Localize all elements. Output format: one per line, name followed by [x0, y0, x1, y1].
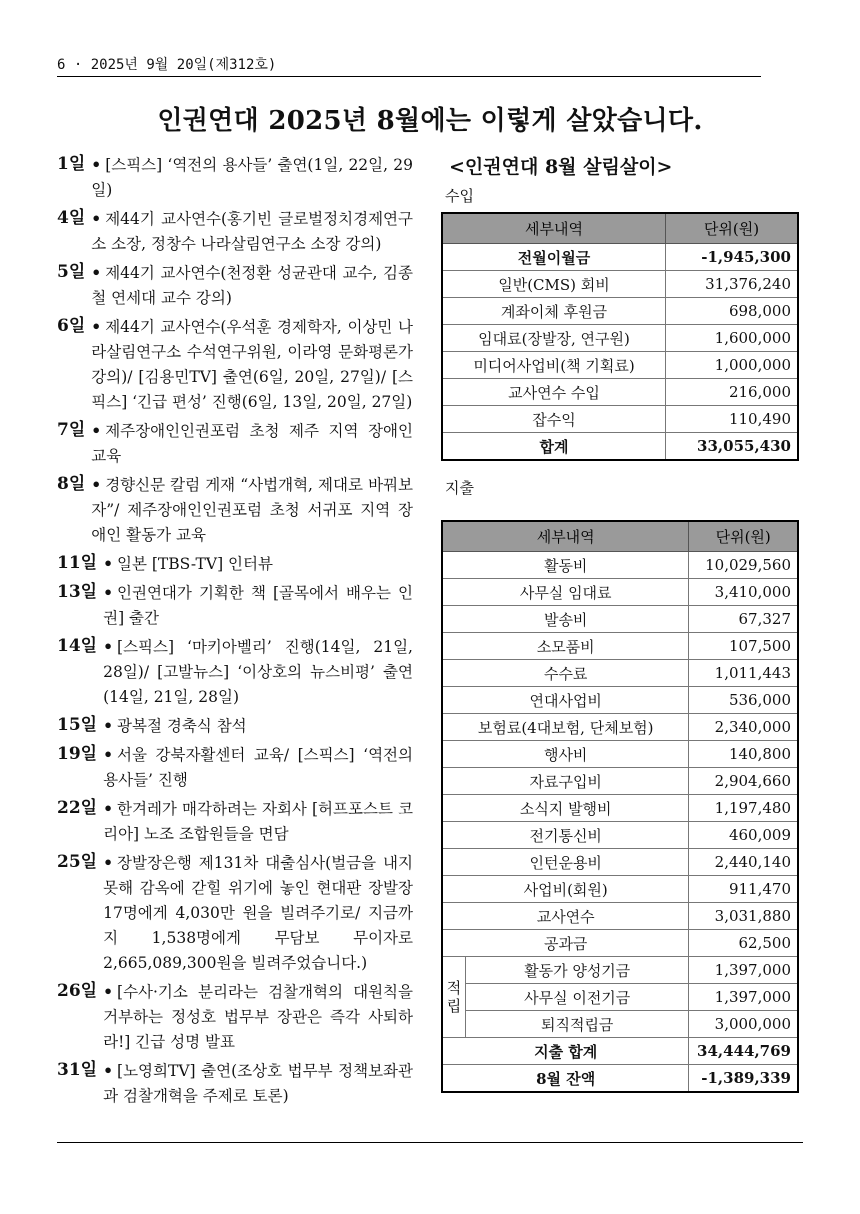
diary-text	[91, 260, 413, 311]
income-value: 33,055,430	[666, 433, 799, 461]
reserve-item: 사무실 이전기금	[466, 984, 689, 1011]
income-label: 수입	[445, 187, 474, 205]
diary-day: 6일	[57, 316, 86, 336]
expense-item: 공과금	[442, 930, 689, 957]
expense-item: 활동비	[442, 552, 689, 579]
expense-value: 1,197,480	[689, 795, 798, 822]
expense-row	[442, 795, 798, 822]
expense-total-label: 지출 합계	[442, 1038, 689, 1065]
expense-item: 자료구입비	[442, 768, 689, 795]
expense-value: 1,011,443	[689, 660, 798, 687]
diary-entry	[57, 260, 413, 311]
diary-day: 26일	[57, 981, 98, 1001]
diary-entry	[57, 713, 413, 739]
diary-entry	[57, 979, 413, 1055]
income-value: 31,376,240	[666, 271, 799, 298]
expense-row	[442, 849, 798, 876]
expense-item: 발송비	[442, 606, 689, 633]
income-row	[442, 379, 798, 406]
diary-day: 11일	[57, 553, 98, 573]
income-row	[442, 325, 798, 352]
expense-value: 62,500	[689, 930, 798, 957]
diary-text-content: [스픽스] ‘마키아벨리’ 진행(14일, 21일, 28일)/ [고발뉴스] ‘이상호의 뉴스비평’ 출연(14일, 21일, 28일)	[103, 638, 413, 706]
diary-text	[91, 152, 413, 203]
reserve-value: 1,397,000	[689, 984, 798, 1011]
income-value: 1,600,000	[666, 325, 799, 352]
expense-head-unit: 단위(원)	[689, 521, 798, 552]
bullet-icon: •	[91, 475, 102, 494]
diary-text-content: 장발장은행 제131차 대출심사(벌금을 내지 못해 감옥에 갇힐 위기에 놓인 현대판 장발장 17명에게 4,030만 원을 빌려주기로/ 지금까지 1,538명에게 무담보 무이자로 2,665,089,300원을 빌려주었습니다.)	[103, 854, 413, 972]
income-item: 일반(CMS) 회비	[442, 271, 666, 298]
bullet-icon: •	[103, 637, 114, 656]
reserve-value: 3,000,000	[689, 1011, 798, 1038]
income-value: -1,945,300	[666, 244, 799, 271]
income-item: 임대료(장발장, 연구원)	[442, 325, 666, 352]
expense-item: 수수료	[442, 660, 689, 687]
diary-text-content: 제44기 교사연수(우석훈 경제학자, 이상민 나라살림연구소 수석연구위원, 이라영 문화평론가 강의)/ [김용민TV] 출연(6일, 20일, 27일)/ [스픽스] ‘긴급 편성’ 진행(6일, 13일, 20일, 27일)	[91, 318, 413, 411]
diary-text	[103, 850, 413, 976]
reserve-row	[442, 957, 798, 984]
reserve-item: 퇴직적립금	[466, 1011, 689, 1038]
income-value: 110,490	[666, 406, 799, 433]
diary-text	[91, 206, 413, 257]
diary-text	[103, 634, 413, 710]
expense-value: 536,000	[689, 687, 798, 714]
diary-day: 13일	[57, 582, 98, 602]
expense-value: 911,470	[689, 876, 798, 903]
diary-text-content: 일본 [TBS-TV] 인터뷰	[117, 555, 273, 573]
diary-day: 15일	[57, 715, 98, 735]
diary-day: 5일	[57, 262, 86, 282]
diary-text-content: 서울 강북자활센터 교육/ [스픽스] ‘역전의 용사들’ 진행	[103, 746, 413, 789]
expense-value: 2,440,140	[689, 849, 798, 876]
expense-row	[442, 714, 798, 741]
expense-item: 교사연수	[442, 903, 689, 930]
diary-text-content: 인권연대가 기획한 책 [골목에서 배우는 인권] 출간	[103, 584, 413, 627]
expense-table	[441, 520, 799, 1093]
diary-text-content: 한겨레가 매각하려는 자회사 [허프포스트 코리아] 노조 조합원들을 면담	[103, 800, 413, 843]
diary-text	[91, 314, 413, 415]
diary-day: 1일	[57, 154, 86, 174]
diary-text	[91, 418, 413, 469]
income-row	[442, 433, 798, 461]
diary-day: 22일	[57, 798, 98, 818]
expense-value: 67,327	[689, 606, 798, 633]
expense-row	[442, 633, 798, 660]
diary-entry	[57, 314, 413, 415]
diary-entry	[57, 634, 413, 710]
diary-text	[91, 472, 413, 548]
expense-item: 사업비(회원)	[442, 876, 689, 903]
reserve-label-text: 적립	[446, 979, 462, 1015]
diary-text-content: 경향신문 칼럼 게재 “사법개혁, 제대로 바꿔보자”/ 제주장애인인권포럼 초청 서귀포 지역 장애인 활동가 교육	[91, 476, 413, 544]
diary-entry	[57, 206, 413, 257]
expense-row	[442, 552, 798, 579]
page-title: 인권연대 2025년 8월에는 이렇게 살았습니다.	[157, 106, 703, 136]
expense-value: 2,340,000	[689, 714, 798, 741]
income-row	[442, 352, 798, 379]
diary-text-content: [수사·기소 분리라는 검찰개혁의 대원칙을 거부하는 정성호 법무부 장관은 즉각 사퇴하라!] 긴급 성명 발표	[103, 983, 413, 1051]
expense-row	[442, 822, 798, 849]
reserve-label	[442, 957, 466, 1038]
diary-entry	[57, 580, 413, 631]
expense-value: 3,410,000	[689, 579, 798, 606]
expense-item: 보험료(4대보험, 단체보험)	[442, 714, 689, 741]
income-head-unit: 단위(원)	[666, 213, 799, 244]
reserve-value: 1,397,000	[689, 957, 798, 984]
income-row	[442, 271, 798, 298]
expense-row	[442, 660, 798, 687]
expense-row	[442, 903, 798, 930]
expense-row	[442, 768, 798, 795]
income-item: 교사연수 수입	[442, 379, 666, 406]
diary-entry	[57, 551, 413, 577]
monthly-diary	[57, 152, 413, 1112]
expense-label: 지출	[445, 479, 474, 497]
diary-text	[103, 713, 413, 739]
reserve-item: 활동가 양성기금	[466, 957, 689, 984]
diary-entry	[57, 796, 413, 847]
diary-day: 4일	[57, 208, 86, 228]
income-item: 미디어사업비(책 기획료)	[442, 352, 666, 379]
bullet-icon: •	[91, 155, 102, 174]
expense-value: 107,500	[689, 633, 798, 660]
balance-label: 8월 잔액	[442, 1065, 689, 1093]
expense-row	[442, 687, 798, 714]
expense-row	[442, 606, 798, 633]
bullet-icon: •	[103, 1061, 114, 1080]
expense-total-row	[442, 1038, 798, 1065]
expense-value: 2,904,660	[689, 768, 798, 795]
balance-value: -1,389,339	[689, 1065, 798, 1093]
diary-text-content: [스픽스] ‘역전의 용사들’ 출연(1일, 22일, 29일)	[91, 156, 413, 199]
diary-text-content: 제44기 교사연수(천정환 성균관대 교수, 김종철 연세대 교수 강의)	[91, 264, 413, 307]
bullet-icon: •	[103, 982, 114, 1001]
expense-head-item: 세부내역	[442, 521, 689, 552]
income-item: 잡수익	[442, 406, 666, 433]
bullet-icon: •	[103, 799, 114, 818]
income-row	[442, 298, 798, 325]
income-value: 216,000	[666, 379, 799, 406]
income-item: 계좌이체 후원금	[442, 298, 666, 325]
diary-text	[103, 742, 413, 793]
diary-text	[103, 796, 413, 847]
income-value: 1,000,000	[666, 352, 799, 379]
diary-text	[103, 979, 413, 1055]
reserve-row	[442, 984, 798, 1011]
bullet-icon: •	[91, 421, 102, 440]
ledger-section	[441, 152, 801, 1093]
bullet-icon: •	[103, 716, 114, 735]
reserve-row	[442, 1011, 798, 1038]
diary-day: 19일	[57, 744, 98, 764]
diary-entry	[57, 850, 413, 976]
bullet-icon: •	[103, 583, 114, 602]
diary-text-content: 광복절 경축식 참석	[117, 717, 247, 735]
diary-text-content: [노영희TV] 출연(조상호 법무부 정책보좌관과 검찰개혁을 주제로 토론)	[103, 1062, 413, 1105]
expense-row	[442, 930, 798, 957]
diary-day: 25일	[57, 852, 98, 872]
expense-item: 소모품비	[442, 633, 689, 660]
footer-rule	[57, 1142, 803, 1143]
income-item: 전월이월금	[442, 244, 666, 271]
expense-row	[442, 876, 798, 903]
income-value: 698,000	[666, 298, 799, 325]
expense-value: 140,800	[689, 741, 798, 768]
diary-entry	[57, 418, 413, 469]
diary-text-content: 제44기 교사연수(홍기빈 글로벌정치경제연구소 소장, 정창수 나라살림연구소 소장 강의)	[91, 210, 413, 253]
expense-value: 10,029,560	[689, 552, 798, 579]
bullet-icon: •	[103, 853, 114, 872]
income-item: 합계	[442, 433, 666, 461]
bullet-icon: •	[103, 745, 114, 764]
diary-text	[103, 551, 413, 577]
expense-item: 인턴운용비	[442, 849, 689, 876]
diary-text	[103, 1058, 413, 1109]
diary-day: 31일	[57, 1060, 98, 1080]
diary-entry	[57, 742, 413, 793]
expense-header-row	[442, 521, 798, 552]
expense-item: 전기통신비	[442, 822, 689, 849]
income-header-row	[442, 213, 798, 244]
expense-row	[442, 579, 798, 606]
expense-value: 3,031,880	[689, 903, 798, 930]
diary-entry	[57, 472, 413, 548]
expense-item: 행사비	[442, 741, 689, 768]
expense-row	[442, 741, 798, 768]
expense-value: 460,009	[689, 822, 798, 849]
income-head-item: 세부내역	[442, 213, 666, 244]
bullet-icon: •	[103, 554, 114, 573]
page-header: 6 · 2025년 9월 20일(제312호)	[57, 54, 761, 77]
income-table	[441, 212, 799, 461]
diary-text-content: 제주장애인인권포럼 초청 제주 지역 장애인 교육	[91, 422, 413, 465]
expense-item: 사무실 임대료	[442, 579, 689, 606]
diary-text	[103, 580, 413, 631]
expense-total-value: 34,444,769	[689, 1038, 798, 1065]
income-row	[442, 244, 798, 271]
diary-day: 8일	[57, 474, 86, 494]
diary-entry	[57, 152, 413, 203]
ledger-title: <인권연대 8월 살림살이>	[449, 156, 673, 178]
diary-entry	[57, 1058, 413, 1109]
income-row	[442, 406, 798, 433]
bullet-icon: •	[91, 209, 102, 228]
bullet-icon: •	[91, 263, 102, 282]
expense-item: 소식지 발행비	[442, 795, 689, 822]
diary-day: 14일	[57, 636, 98, 656]
balance-row	[442, 1065, 798, 1093]
diary-day: 7일	[57, 420, 86, 440]
bullet-icon: •	[91, 317, 102, 336]
expense-item: 연대사업비	[442, 687, 689, 714]
